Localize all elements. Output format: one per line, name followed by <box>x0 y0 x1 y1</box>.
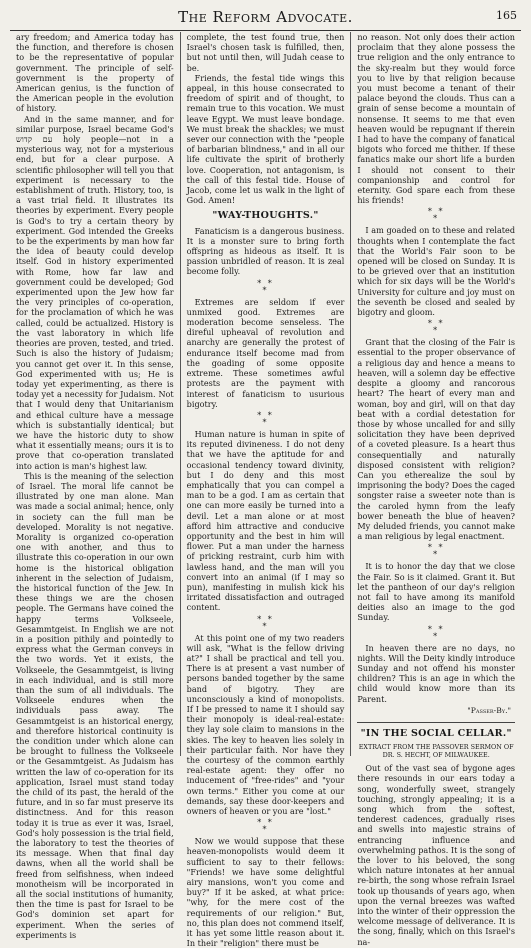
masthead <box>10 0 521 31</box>
section-separator: * * * <box>257 278 274 295</box>
article-paragraph: At this point one of my two readers will ask, "What is the fellow driving at?" I shall be practical and tell you. There is at present a vast number of persons banded together by the same band of bigotry. They are unconsciously a kind of monopolists. If I be pressed to name it I should say their monopoly is ideal-real-estate: they lay sole claim to mansions in the skies. The key to heaven lies solely in their particular faith. Nor have they the courtesy of the common earthly real-estate agent: they offer no inducement of "free-rides" and "your own terms." Either you come at our demands, say these door-keepers and owners of heaven or you are "lost." <box>186 632 345 817</box>
column-2 <box>180 32 351 948</box>
section-separator: * * * <box>427 543 445 560</box>
article-paragraph: ary freedom; and America today has the function, and therefore is chosen to be the representative of popular government. The principle of self-government is the property of American genius, is the function of the American people in the evolution of history. <box>16 32 174 114</box>
section-separator: * * * <box>257 410 274 427</box>
article-columns <box>10 32 521 948</box>
article-paragraph: And in the same manner, and for similar purpose, Israel became God's עם קדוש holy people—not in a mysterious way, not for a mysterious end, but for a clear purpose. A scientific philosopher will tell you that experiment is necessary to the establishment of truth. History, too, is a vast trial field. It illustrates its theories by experiment. Every people is God's to try a certain theory by experiment. God intended the Greeks to be the experiments by man how far the idea of beauty could develop itself. God in history experimented with Rome, how far law and government could be developed; God experimented upon the Jew how far the very principles of co-operation, for the proclamation of which he was called, could be actualized. History is the vast laboratory in which life theories are proven, tested, and tried. Such is also the history of Judaism; you cannot get over it. In this sense, God experimented with us; He is today yet experimenting, as there is today yet a necessity for Judaism. Not that I would deny that Unitarianism and ethical culture have a message which is substantially identical; but we have the historic duty to show what it essentially means; ours it is to prove that co-operation translated into action is man's highest law. <box>16 113 174 471</box>
article-paragraph: Friends, the festal tide wings this appeal, in this house consecrated to freedom of spirit and of thought, to remain true to this vocation. We must leave Egypt. We must leave bondage. We must break the shackles; we must sever our connection with the "people of barbarian blindness," and in all our life cultivate the spirit of brotherly love. Cooperation, not antagonism, is the call of this festal tide. House of Jacob, come let us walk in the light of God. Amen! <box>186 72 345 206</box>
article-paragraph: I am goaded on to these and related thoughts when I contemplate the fact that the World's Fair soon to be opened will be closed on Sunday. It is to be grieved over that an institution which for six days will be the World's University for culture and joy must on the seventh be closed and sealed by bigotry and gloom. <box>357 225 516 318</box>
article-paragraph: no reason. Not only does their action proclaim that they alone possess the true religion and the only entrance to the sky-realm but they would force you to live by that religion because you must become a tenant of their palace beyond the clouds. Thus can a grain of sense become a mountain of nonsense. It seems to me that even heaven would be repugnant if therein I had to have the company of fanatical bigots who forced me thither. If these fanatics make our short life a burden I should not consent to their companionship and control for eternity. God spare each from these his friends! <box>357 32 516 206</box>
section-heading-social-cellar: "IN THE SOCIAL CELLAR." <box>360 727 512 739</box>
author-signature: "Passer-By." <box>467 705 512 715</box>
column-1 <box>10 32 180 940</box>
page-title: The Reform Advocate. <box>178 8 353 26</box>
article-paragraph: Out of the vast sea of bygone ages there resounds in our ears today a song, wonderfully sweet, strangely touching, strongly appealing; it is a song which from the softest, tenderest cadences, gradually rises and swells into majestic strains of entrancing influence and overwhelming pathos. It is the song of the lover to his beloved, the song which nature intonates at her annual re-birth, the song whose refrain Israel took up thousands of years ago, when upon the vernal breezes was wafted into the winter of their oppression the welcome message of deliverance. It is the song, finally, which on this Israel's na- <box>357 763 516 947</box>
article-byline: EXTRACT FROM THE PASSOVER SERMON OF DR. S. HECHT, OF MILWAUKEE. <box>358 743 514 760</box>
page-number: 165 <box>496 9 517 22</box>
article-paragraph: In heaven there are no days, no nights. Will the Deity kindly introduce Sunday and not offend his monster children? This is an age in which the child would know more than its Parent. <box>357 642 516 704</box>
article-paragraph: Human nature is human in spite of its reputed divineness. I do not deny that we have the aptitude for and occasional tendency toward divinity, but I do deny and this most emphatically that you can compel a man to be a god. I am as certain that one can more easily be turned into a devil. Let a man alone or at most afford him attractive and conducive opportunity and the best in him will flower. Put a man under the harness of pricking restraint, curb him with lawless hand, and the man will you convert into an animal (if I may so pun), manifesting in mulish kick his irritated dissatisfaction and outraged content. <box>186 428 345 613</box>
section-separator: * * * <box>257 818 274 835</box>
column-3 <box>350 32 521 947</box>
divider <box>357 722 515 723</box>
article-paragraph: Grant that the closing of the Fair is essential to the proper observance of a religious day and hence a means to heaven, will a solemn day be effective despite a gloomy and rancorous heart? The heart of every man and woman, boy and girl, will on that day beat with a cordial detestation for those by whose uncalled for and silly solicitation they have been deprived of a coveted pleasure. Is a heart thus consequentially and naturally disposed consistent with religion? Can you etherealize the soul by imprisoning the body? Does the caged songster raise a sweeter note than is the caroled hymn from the leafy bower beneath the blue of heaven? My deluded friends, you cannot make a man religious by legal enactment. <box>357 337 516 542</box>
article-paragraph: complete, the test found true, then Israel's chosen task is fulfilled, then, but not until then, will Judah cease to be. <box>186 32 345 73</box>
section-separator: * * * <box>427 624 445 641</box>
article-paragraph: It is to honor the day that we close the Fair. So is it claimed. Grant it. But let the pantheon of our day's religion not fail to have among its manifold deities also an image to the god Sunday. <box>357 561 516 623</box>
article-paragraph: This is the meaning of the selection of Israel. The moral life cannot be illustrated by one man alone. Man was made a social animal; hence, only in society can the full man be developed. Morality is not negative. Morality is organized co-operation one with another, and thus to illustrate this co-operation in our own home is the historical obligation inherent in the selection of Judaism, the historical function of the Jew. In these things we are the chosen people. The Germans have coined the happy terms Volkseele, Gesammtgeist. In English we are not in a position pithily and pointedly to express what the German conveys in the two words. Yet it exists, the Volkseele, the Gesammtgeist, is living in each individual, and is still more than the sum of all individuals. The Volkseele endures when the individuals pass away. The Gesammtgeist is an historical energy, and therefore historical continuity is the condition under which alone can be brought to fullness the Volkseele or the Gesammtgeist. As Judaism has written the law of co-operation for its application, Israel must stand today the child of its past, the herald of the future, and in so far must preserve its distinctness. And for this reason today it is true as ever it was, Israel, God's holy possession is the trial field, the laboratory to test the theories of its message. When that final day dawns, when all the world shall be freed from selfishness, when indeed monotheism will be incorporated in all the social institutions of humanity, then the time is past for Israel to be God's dominion set apart for experiment. When the series of experiments is <box>16 470 174 940</box>
article-paragraph: Fanaticism is a dangerous business. It is a monster sure to bring forth offspring as hideous as itself. It is passion unbridled of reason. It is zeal become folly. <box>186 225 345 277</box>
article-paragraph: Extremes are seldom if ever unmixed good. Extremes are moderation become senseless. The direful upheaval of revolution and anarchy are generally the protest of endurance itself become mad from the goading of some opposite extreme. These sometimes awful protests are the payment with interest of fanaticism to usurious bigotry. <box>186 296 345 409</box>
section-heading-way-thoughts: "WAY-THOUGHTS." <box>212 210 319 222</box>
section-separator: * * * <box>427 207 445 224</box>
section-separator: * * * <box>427 319 445 336</box>
article-paragraph: Now we would suppose that these heaven-monopolists would deem it sufficient to say to their fellows: "Friends! we have some delightful airy mansions, won't you come and buy?" If it be asked, at what price: "why, for the mere cost of the requirements of our religion." But, no, this plan does not commend itself, it has yet some little reason about it. In their "religion" there must be <box>186 836 345 948</box>
section-separator: * * * <box>257 614 274 631</box>
